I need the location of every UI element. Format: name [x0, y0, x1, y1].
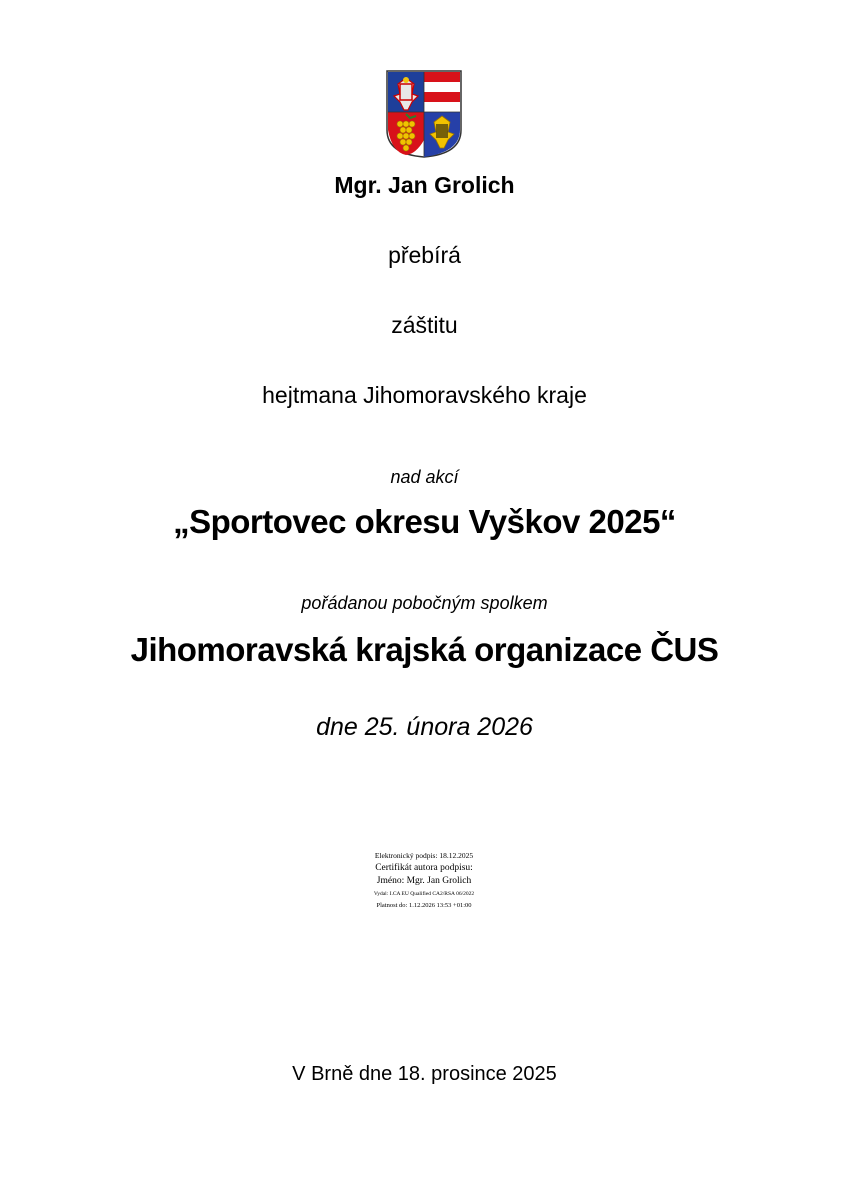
office-text: hejtmana Jihomoravského kraje: [262, 382, 587, 408]
place-and-date: V Brně dne 18. prosince 2025: [292, 1063, 557, 1085]
signature-name: Jméno: Mgr. Jan Grolich: [376, 876, 472, 886]
signature-certificate-label: Certifikát autora podpisu:: [375, 863, 473, 873]
signature-issuer: Vydal: I.CA EU Qualified CA2/RSA 06/2022: [373, 891, 475, 897]
over-event-text: nad akcí: [390, 467, 459, 487]
event-title: „Sportovec okresu Vyškov 2025“: [173, 503, 676, 540]
organizer-name: Jihomoravská krajská organizace ČUS: [130, 631, 719, 668]
organized-by-text: pořádanou pobočným spolkem: [301, 593, 548, 613]
signature-date: Elektronický podpis: 18.12.2025: [374, 851, 474, 860]
patron-name: Mgr. Jan Grolich: [334, 172, 515, 198]
coat-of-arms-icon: [386, 70, 462, 158]
electronic-signature-block: [349, 850, 499, 912]
signature-validity: Platnost do: 1.12.2026 13:53 +01:00: [376, 902, 472, 909]
patronage-text: záštitu: [391, 312, 458, 338]
event-date: dne 25. února 2026: [316, 713, 533, 741]
takes-text: přebírá: [388, 242, 461, 268]
